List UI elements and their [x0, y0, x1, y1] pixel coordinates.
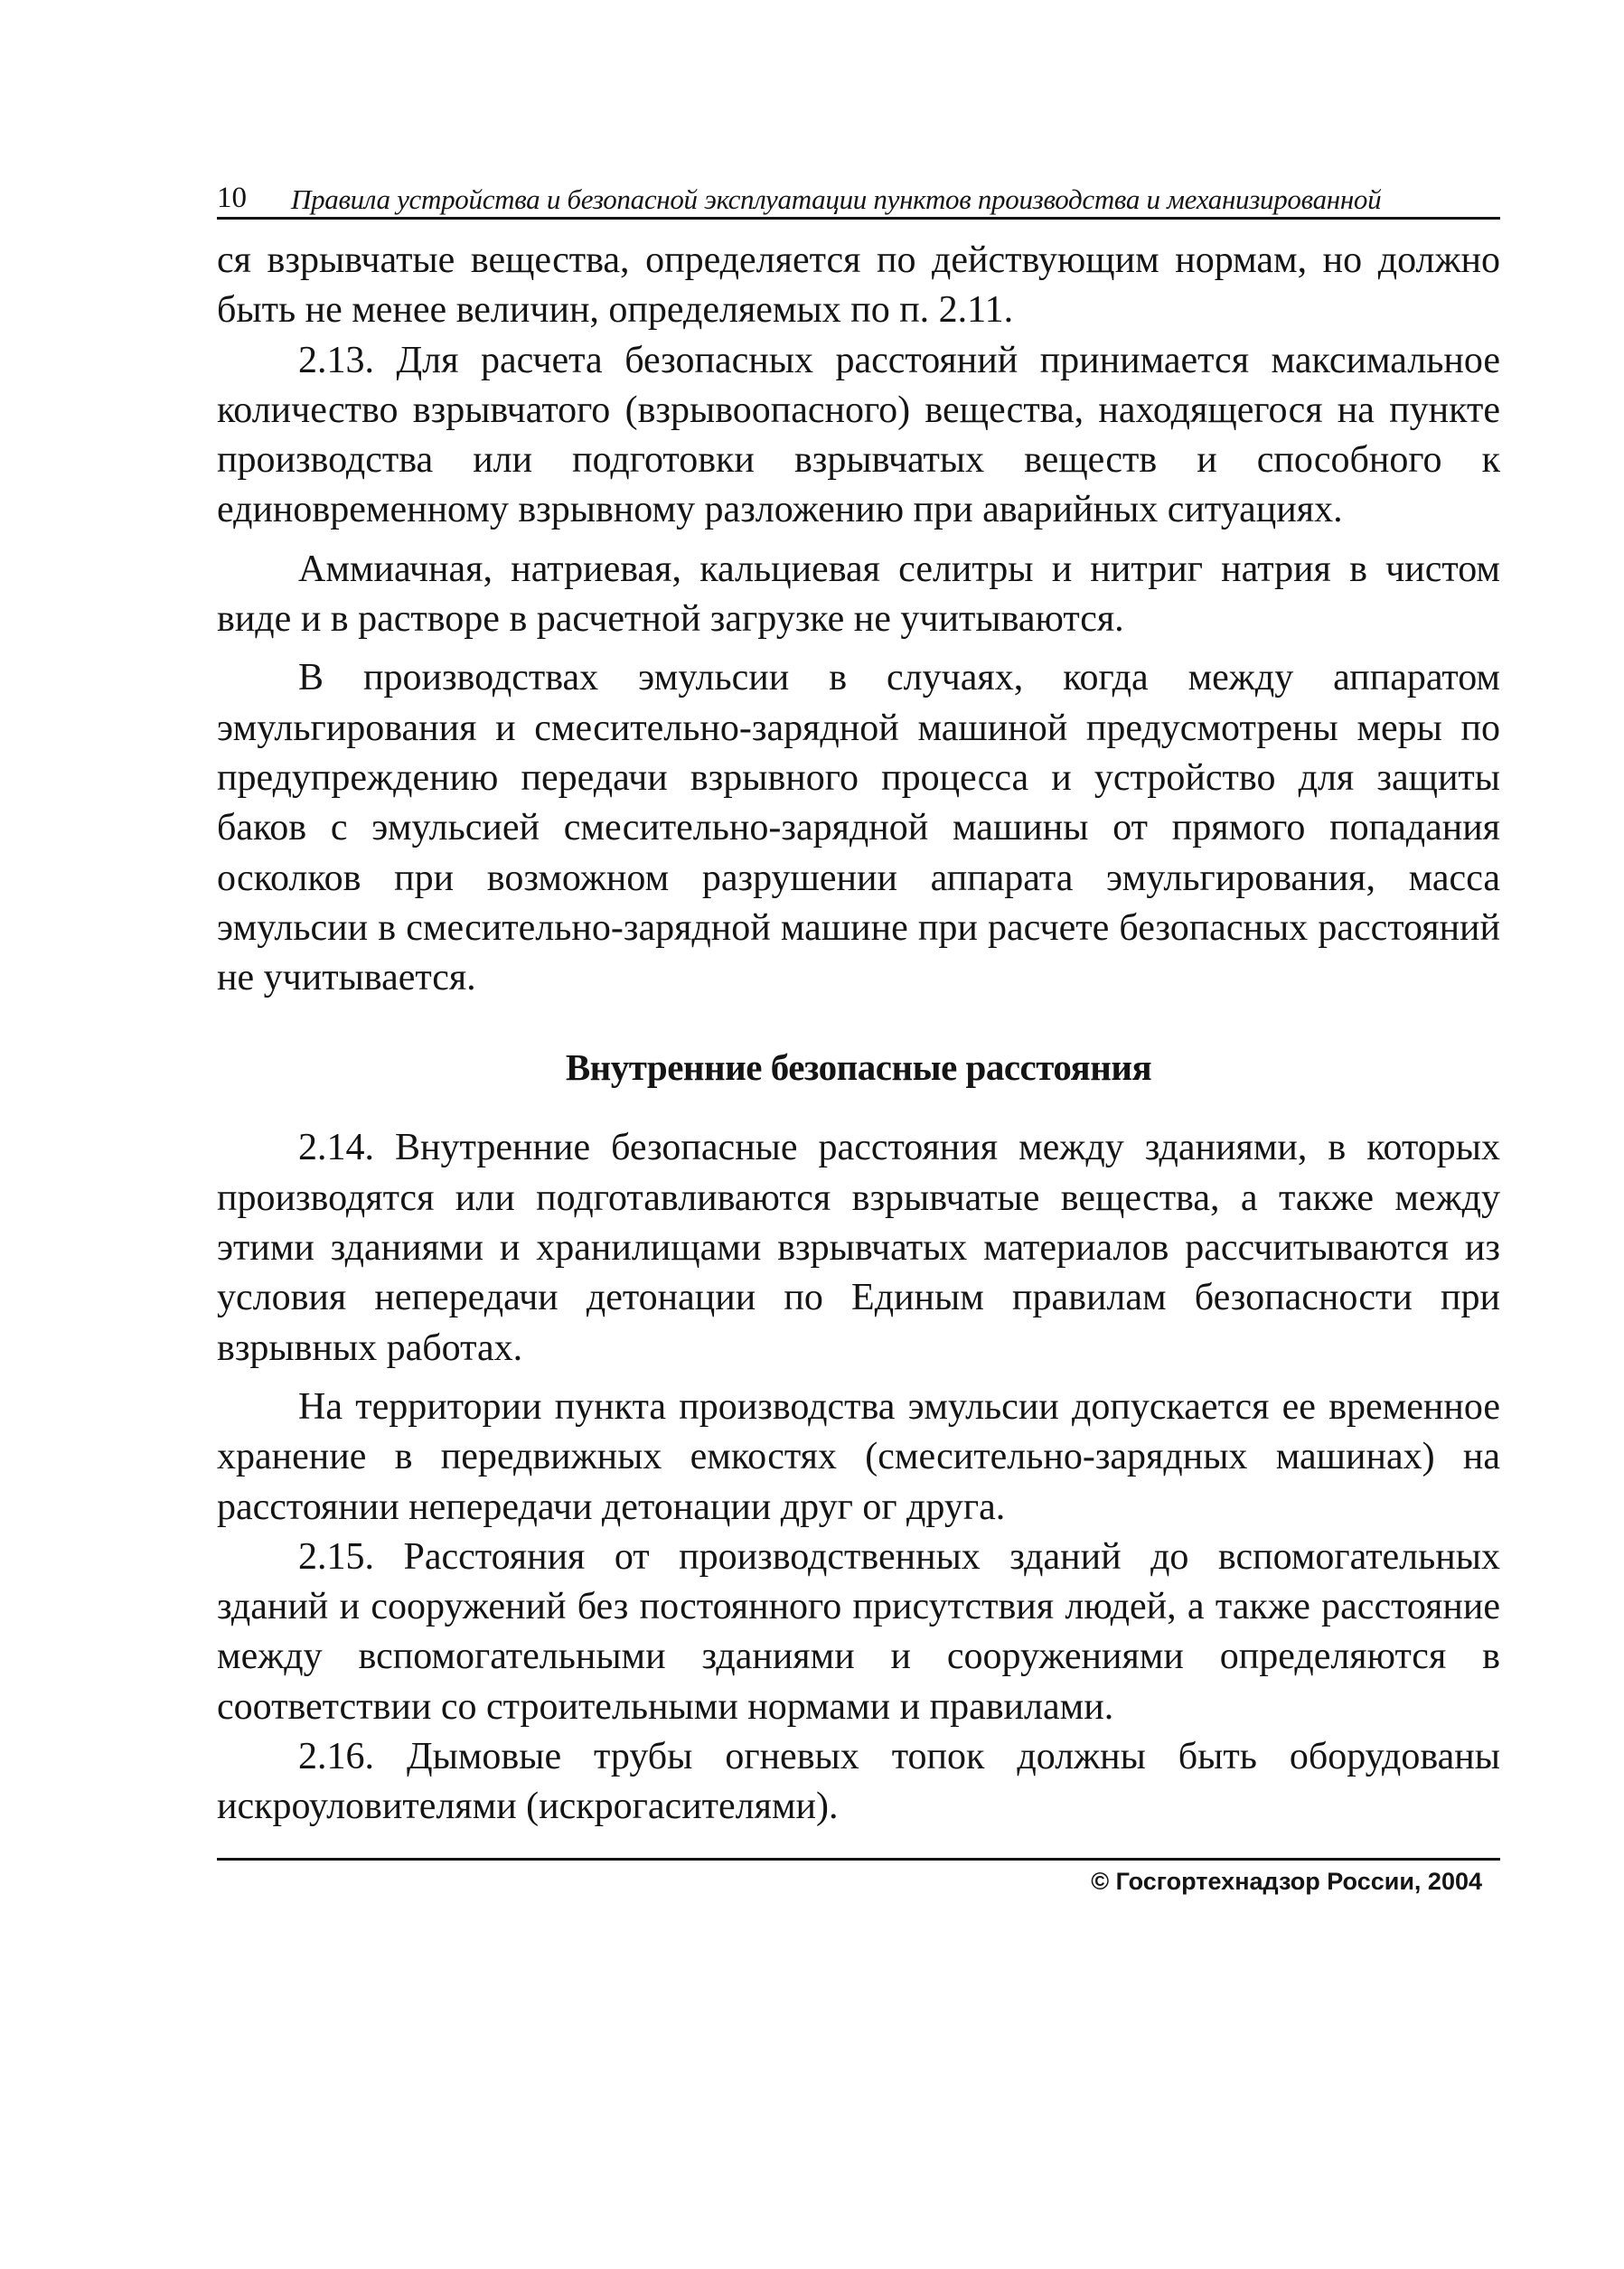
- paragraph-2-16: 2.16. Дымовые трубы огневых топок должны быть оборудованы искроуловителями (искрогасителями).: [217, 1736, 1500, 1828]
- section-heading: Внутренние безопасные расстояния: [565, 1046, 1152, 1089]
- paragraph-emulsion-production: В производствах эмульсии в случаях, когда между аппаратом эмульгирования и смесительно-зарядной машиной предусмотрены меры по предупреждению передачи взрывного процесса и устройство для защиты баков с эмульсией смесительно-зарядной машины от прямого попадания осколков при возможном разрушении аппарата эмульгирования, масса эмульсии в смесительно-зарядной машине при расчете безопасных расстояний не учитывается.: [217, 657, 1500, 999]
- paragraph-continuation: ся взрывчатые вещества, определяется по действующим нормам, но должно быть не менее величин, определяемых по п. 2.11.: [217, 239, 1500, 332]
- page-number: 10: [217, 182, 247, 214]
- paragraph-emulsion-storage: На территории пункта производства эмульсии допускается ее временное хранение в передвижных емкостях (смесительно-зарядных машинах) на расстоянии непередачи детонации друг ог друга.: [217, 1385, 1500, 1528]
- running-title: Правила устройства и безопасной эксплуатации пунктов производства и механизированной: [291, 183, 1382, 215]
- running-header: [217, 172, 1500, 220]
- copyright-footer: [217, 1858, 1500, 1896]
- paragraph-nitrates: Аммиачная, натриевая, кальциевая селитры и нитриг натрия в чистом виде и в растворе в расчетной загрузке не учитываются.: [217, 548, 1500, 641]
- copyright-text: © Госгортехнадзор России, 2004: [1091, 1867, 1482, 1895]
- paragraph-2-13: 2.13. Для расчета безопасных расстояний принимается максимальное количество взрывчатого (взрывоопасного) вещества, находящегося на пункте производства или подготовки взрывчатых веществ и способного к единовременному взрывному разложению при аварийных ситуациях.: [217, 339, 1500, 531]
- document-page: [217, 172, 1500, 1896]
- paragraph-2-14: 2.14. Внутренние безопасные расстояния между зданиями, в которых производятся или подготавливаются взрывчатые вещества, а также между этими зданиями и хранилищами взрывчатых материалов рассчитываются из условия непередачи детонации по Единым правилам безопасности при взрывных работах.: [217, 1127, 1500, 1369]
- paragraph-2-15: 2.15. Расстояния от производственных зданий до вспомогательных зданий и сооружений без постоянного присутствия людей, а также расстояние между вспомогательными зданиями и сооружениями определяются в соответствии со строительными нормами и правилами.: [217, 1535, 1500, 1728]
- document-body: [217, 236, 1500, 1833]
